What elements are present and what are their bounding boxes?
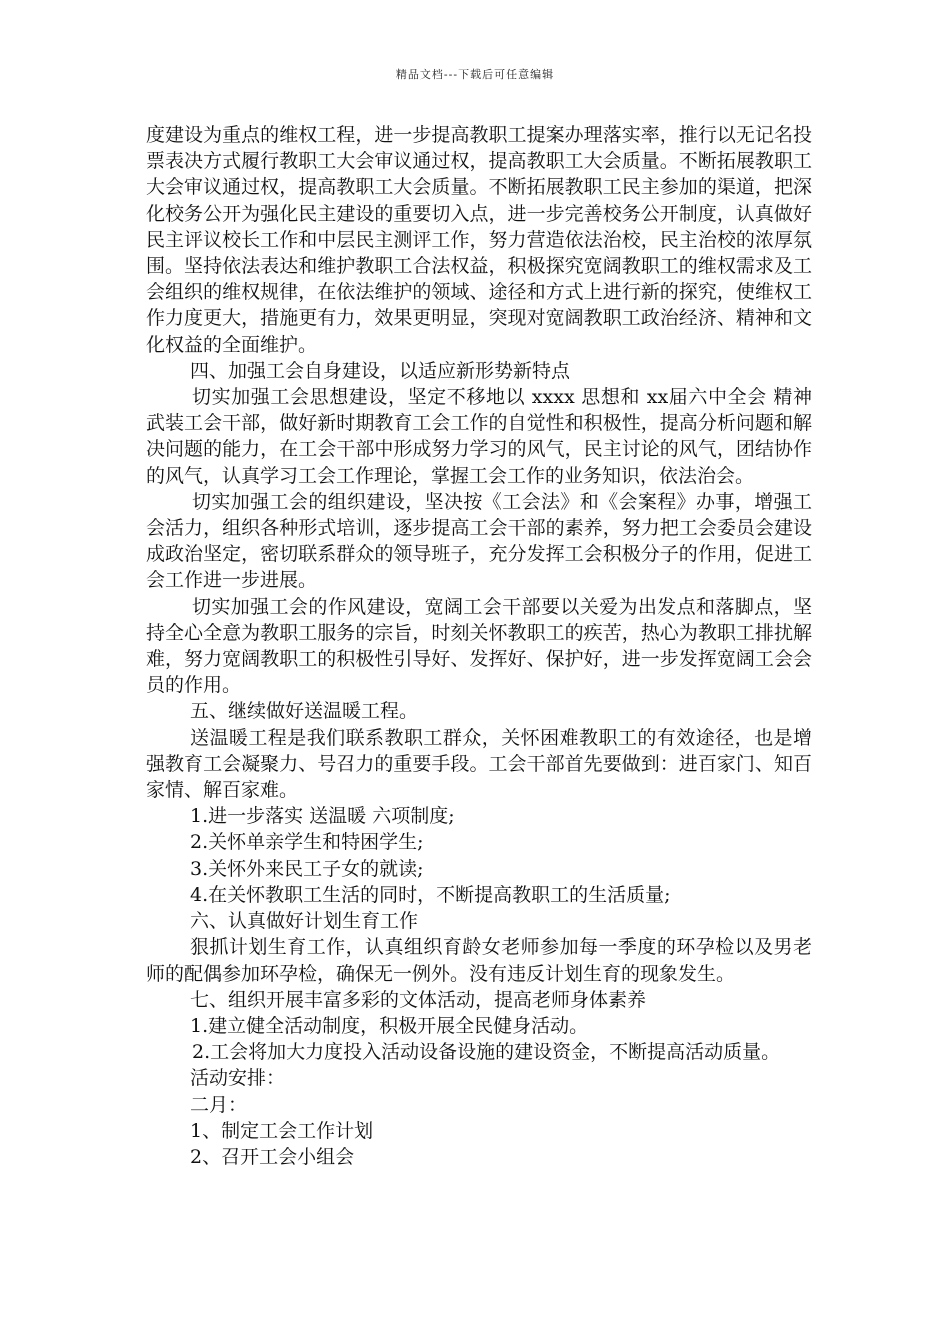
paragraph: 切实加强工会的组织建设，坚决按《工会法》和《会案程》办事，增强工会活力，组织各种形式培训，逐步提高工会干部的素养，努力把工会委员会建设成政治坚定，密切联系群众的领导班子，充分发挥工会积极分子的作用，促进工会工作进一步进展。 — [146, 490, 812, 592]
list-item: 3.关怀外来民工子女的就读; — [190, 857, 424, 880]
activity-schedule-heading: 活动安排： — [190, 1067, 286, 1090]
list-item: 1、制定工会工作计划 — [190, 1119, 374, 1142]
list-item: 4.在关怀教职工生活的同时，不断提高教职工的生活质量; — [190, 883, 671, 906]
section-heading-6: 六、认真做好计划生育工作 — [190, 910, 419, 933]
month-heading: 二月： — [190, 1093, 248, 1116]
paragraph: 狠抓计划生育工作，认真组织育龄女老师参加每一季度的环孕检以及男老师的配偶参加环孕检，确保无一例外。没有违反计划生育的现象发生。 — [146, 936, 812, 985]
list-item: 2、召开工会小组会 — [190, 1145, 355, 1168]
section-heading-7: 七、组织开展丰富多彩的文体活动，提高老师身体素养 — [190, 988, 647, 1011]
list-item: 1.建立健全活动制度，积极开展全民健身活动。 — [190, 1014, 589, 1037]
list-item: 2.关怀单亲学生和特困学生; — [190, 831, 424, 854]
paragraph: 切实加强工会思想建设，坚定不移地以 xxxx 思想和 xx届六中全会 精神武装工会干部，做好新时期教育工会工作的自觉性和积极性，提高分析问题和解决问题的能力，在工会干部中形成努力学习的风气，民主讨论的风气，团结协作的风气，认真学习工会工作理论，掌握工会工作的业务知识，依法治会。 — [146, 386, 812, 487]
list-item: 1.进一步落实 送温暖 六项制度; — [190, 805, 455, 828]
paragraph: 切实加强工会的作风建设，宽阔工会干部要以关爱为出发点和落脚点，坚持全心全意为教职工服务的宗旨，时刻关怀教职工的疾苦，热心为教职工排扰解难，努力宽阔教职工的积极性引导好、发挥好、保护好，进一步发挥宽阔工会会员的作用。 — [146, 595, 812, 697]
paragraph: 度建设为重点的维权工程，进一步提高教职工提案办理落实率，推行以无记名投票表决方式履行教职工大会审议通过权，提高教职工大会质量。不断拓展教职工大会审议通过权，提高教职工大会质量。不断拓展教职工民主参加的渠道，把深化校务公开为强化民主建设的重要切入点，进一步完善校务公开制度，认真做好民主评议校长工作和中层民主测评工作，努力营造依法治校，民主治校的浓厚氛围。坚持依法表达和维护教职工合法权益，积极探究宽阔教职工的维权需求及工会组织的维权规律，在依法维护的领域、途径和方式上进行新的探究，使维权工作力度更大，措施更有力，效果更明显，突现对宽阔教职工政治经济、精神和文化权益的全面维护。 — [146, 124, 812, 356]
page-header: 精品文档---下载后可任意编辑 — [395, 68, 555, 81]
paragraph: 送温暖工程是我们联系教职工群众，关怀困难教职工的有效途径，也是增强教育工会凝聚力、号召力的重要手段。工会干部首先要做到：进百家门、知百家情、解百家难。 — [146, 726, 812, 802]
section-heading-4: 四、加强工会自身建设，以适应新形势新特点 — [190, 359, 571, 382]
section-heading-5: 五、继续做好送温暖工程。 — [190, 700, 419, 723]
document-body — [146, 122, 812, 1170]
list-item: 2.工会将加大力度投入活动设备设施的建设资金，不断提高活动质量。 — [192, 1041, 781, 1064]
